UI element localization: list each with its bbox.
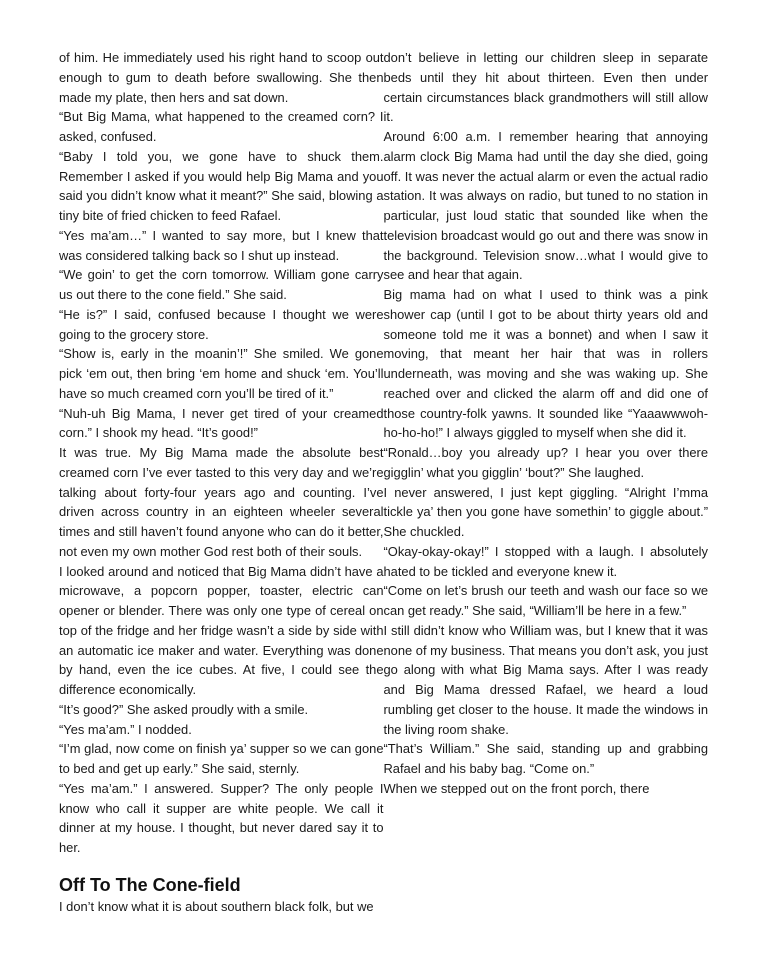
paragraph: “Come on let’s brush our teeth and wash our face so we can get ready.” She said, “William’ll be here in a few.” bbox=[383, 583, 708, 618]
paragraph: I never answered, I just kept giggling. “Alright I’mma tickle ya’ then you gone have somethin’ to giggle about.” She chuckled. bbox=[383, 484, 708, 539]
paragraph: “Yes ma’am…” I wanted to say more, but I knew that was considered talking back so I shut up instead. bbox=[59, 227, 384, 263]
left-column bbox=[59, 48, 384, 960]
paragraph: “We goin’ to get the corn tomorrow. William gone carry us out there to the cone field.” She said. bbox=[59, 267, 384, 302]
paragraph: “Baby I told you, we gone have to shuck them. Remember I asked if you would help Big Mama and you said you didn’t know what it meant?” She said, blowing a tiny bite of fried chicken to feed Rafael. bbox=[59, 148, 384, 223]
paragraph: don’t believe in letting our children sleep in separate beds until they hit about thirteen. Even then under certain circumstances black grandmothers will still allow it. bbox=[383, 50, 708, 125]
paragraph: “He is?” I said, confused because I thought we were going to the grocery store. bbox=[59, 306, 384, 342]
paragraph: I looked around and noticed that Big Mama didn’t have a microwave, a popcorn popper, toaster, electric can opener or blender. There was only one type of cereal on top of the fridge and her fridge wasn’t a side by side with an automatic ice maker and water. Everything was done by hand, even the ice cubes. At five, I could see the difference economically. bbox=[59, 563, 384, 697]
paragraph: It was true. My Big Mama made the absolute best creamed corn I’ve ever tasted to this very day and we’re talking about forty-four years ago and counting. I’ve driven across country in an eighteen wheeler several times and still haven’t found anyone who can do it better, not even my own mother God rest both of their souls. bbox=[59, 445, 384, 559]
paragraph: “It’s good?” She asked proudly with a smile. bbox=[59, 701, 309, 717]
paragraph: I still didn’t know who William was, but I knew that it was none of my business. That means you don’t ask, you just go along with what Big Mama says. After I was ready and Big Mama dressed Rafael, we heard a loud rumbling get closer to the house. It made the windows in the living room shake. bbox=[383, 622, 708, 737]
paragraph: “But Big Mama, what happened to the creamed corn? I asked, confused. bbox=[59, 109, 384, 144]
right-column bbox=[384, 48, 709, 960]
paragraph: “I’m glad, now come on finish ya’ supper so we can gone to bed and get up early.” She said, sternly. bbox=[59, 741, 384, 776]
paragraph: “Yes ma’am.” I answered. Supper? The only people I know who call it supper are white people. We call it dinner at my house. I thought, but never dared say it to her. bbox=[59, 780, 384, 855]
paragraph: When we stepped out on the front porch, there bbox=[383, 780, 650, 796]
section-heading: Off To The Cone-field bbox=[59, 874, 241, 895]
paragraph: “Yes ma’am.” I nodded. bbox=[59, 721, 192, 737]
paragraph: “Okay-okay-okay!” I stopped with a laugh. I absolutely hated to be tickled and everyone knew it. bbox=[383, 543, 708, 579]
paragraph: Big mama had on what I used to think was a pink shower cap (until I got to be about thirty years old and someone told me it was a bonnet) and when I saw it moving, that meant her hair that was in rollers underneath, was moving and she was waking up. She reached over and clicked the alarm off and did one of those country-folk yawns. It sounded like “Yaaawwwoh-ho-ho-ho!” I always giggled to myself when she did it. bbox=[383, 287, 708, 441]
paragraph: “That’s William.” She said, standing up and grabbing Rafael and his baby bag. “Come on.” bbox=[383, 741, 708, 776]
paragraph: “Show is, early in the moanin’!” She smiled. We gone pick ‘em out, then bring ‘em home and shuck ‘em. You’ll have so much creamed corn you’ll be tired of it.” bbox=[59, 346, 384, 401]
paragraph: Around 6:00 a.m. I remember hearing that annoying alarm clock Big Mama had until the day she died, going off. It was never the actual alarm or even the actual radio station. It was always on radio, but tuned to no station in particular, just loud static that sounded like when the television broadcast would go out and there was snow in the background. Television snow…what I would give to see and hear that again. bbox=[383, 129, 708, 283]
paragraph: “Nuh-uh Big Mama, I never get tired of your creamed corn.” I shook my head. “It’s good!” bbox=[59, 405, 384, 441]
paragraph: “Ronald…boy you already up? I hear you over there gigglin’ what you gigglin’ ‘bout?” She laughed. bbox=[383, 445, 708, 480]
paragraph: of him. He immediately used his right hand to scoop out enough to gum to death before swallowing. She then made my plate, then hers and sat down. bbox=[59, 50, 384, 105]
paragraph: I don’t know what it is about southern black folk, but we bbox=[59, 898, 374, 914]
